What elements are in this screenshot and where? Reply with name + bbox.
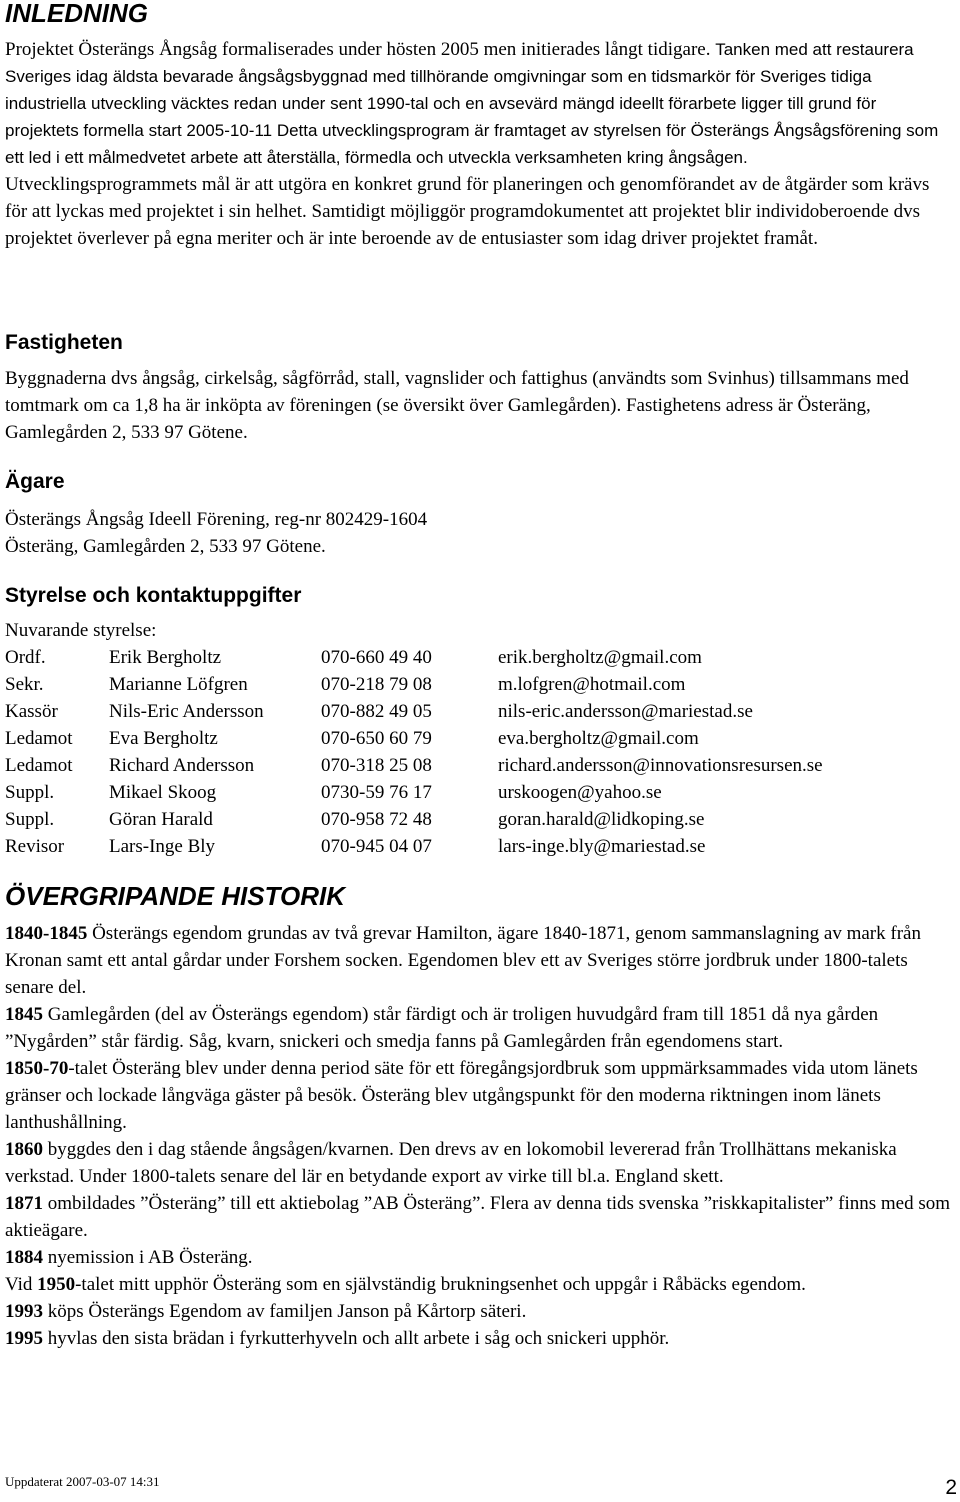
- member-name: Lars-Inge Bly: [109, 836, 216, 857]
- history-year: 1860: [5, 1139, 43, 1160]
- intro-section: [5, 36, 953, 252]
- member-email: erik.bergholtz@gmail.com: [498, 647, 702, 668]
- board-member-row: [5, 779, 823, 806]
- history-year: 1995: [5, 1328, 43, 1349]
- history-entry: [5, 1271, 955, 1298]
- owner-heading: Ägare: [5, 470, 65, 493]
- member-role: Sekr.: [5, 674, 44, 695]
- member-name: Mikael Skoog: [109, 782, 217, 803]
- member-email: lars-inge.bly@mariestad.se: [498, 836, 706, 857]
- history-year: 1950: [37, 1274, 76, 1295]
- history-entry: [5, 1298, 955, 1325]
- history-text: Gamlegården (del av Österängs egendom) står färdigt och är troligen huvudgård fram till 1851 då nya gården ”Nygården” står färdig. Såg, kvarn, snickeri och smedja fanns på Gamlegården från egendomens start.: [5, 1004, 879, 1052]
- board-table: [5, 644, 823, 860]
- member-phone: 070-318 25 08: [321, 755, 432, 776]
- member-role: Revisor: [5, 836, 65, 857]
- history-entry: [5, 1001, 955, 1055]
- member-role: Kassör: [5, 701, 58, 722]
- member-role: Suppl.: [5, 782, 55, 803]
- history-year: 1884: [5, 1247, 43, 1268]
- history-text: ombildades ”Österäng” till ett aktiebolag ”AB Österäng”. Flera av denna tids svenska ”riskkapitalister” finns med som aktieägare.: [5, 1193, 950, 1241]
- member-phone: 070-218 79 08: [321, 674, 432, 695]
- board-heading: Styrelse och kontaktuppgifter: [5, 584, 302, 607]
- board-subtitle: Nuvarande styrelse:: [5, 620, 157, 641]
- member-role: Ledamot: [5, 755, 73, 776]
- history-year: 1840-1845: [5, 923, 88, 944]
- history-list: [5, 920, 955, 1352]
- member-name: Göran Harald: [109, 809, 213, 830]
- member-email: urskoogen@yahoo.se: [498, 782, 662, 803]
- member-phone: 070-660 49 40: [321, 647, 432, 668]
- history-text: Österängs egendom grundas av två grevar Hamilton, ägare 1840-1871, genom sammanslagning av mark från Kronan samt ett antal gårdar under Forshem socken. Egendomen blev ett av Sveriges större jordbruk under 1800-talets senare del.: [5, 923, 921, 998]
- board-member-row: [5, 806, 823, 833]
- intro-heading: INLEDNING: [5, 0, 148, 28]
- history-entry: [5, 1055, 955, 1136]
- history-heading: ÖVERGRIPANDE HISTORIK: [5, 881, 345, 911]
- member-role: Ledamot: [5, 728, 73, 749]
- member-phone: 070-882 49 05: [321, 701, 432, 722]
- intro-sans-text: Tanken med att restaurera Sveriges idag äldsta bevarade ångsågsbyggnad med tillhörande omgivningar som en tidsmarkör för Sveriges tidiga industriella utveckling väcktes redan under sent 1990-tal och en avsevärd mängd ideellt förarbete ligger till grund för projektets formella start 2005-10-11 Detta utvecklingsprogram är framtaget av styrelsen för Österängs Ångsågsförening som ett led i ett målmedvetet arbete att återställa, förmedla och utveckla verksamheten kring ångsågen.: [5, 40, 939, 167]
- board-member-row: [5, 671, 823, 698]
- owner-line1: Österängs Ångsåg Ideell Förening, reg-nr 802429-1604: [5, 509, 428, 530]
- member-name: Erik Bergholtz: [109, 647, 222, 668]
- history-entry: [5, 1325, 955, 1352]
- member-name: Nils-Eric Andersson: [109, 701, 264, 722]
- member-phone: 070-945 04 07: [321, 836, 432, 857]
- footer-updated: Uppdaterat 2007-03-07 14:31: [5, 1474, 160, 1489]
- member-phone: 070-958 72 48: [321, 809, 432, 830]
- history-text: köps Österängs Egendom av familjen Janson på Kårtorp säteri.: [43, 1301, 527, 1322]
- history-text: hyvlas den sista brädan i fyrkutterhyveln och allt arbete i såg och snickeri upphör.: [43, 1328, 670, 1349]
- board-member-row: [5, 752, 823, 779]
- member-phone: 0730-59 76 17: [321, 782, 432, 803]
- board-member-row: [5, 698, 823, 725]
- property-text: Byggnaderna dvs ångsåg, cirkelsåg, sågförråd, stall, vagnslider och fattighus (användts som Svinhus) tillsammans med tomtmark om ca 1,8 ha är inköpta av föreningen (se översikt över Gamlegården). Fastighetens adress är Österäng, Gamlegården 2, 533 97 Götene.: [5, 368, 909, 443]
- intro-paragraph: [5, 36, 953, 171]
- member-email: nils-eric.andersson@mariestad.se: [498, 701, 753, 722]
- member-email: m.lofgren@hotmail.com: [498, 674, 686, 695]
- board-member-row: [5, 644, 823, 671]
- member-name: Marianne Löfgren: [109, 674, 248, 695]
- intro-line1: Projektet Österängs Ångsåg formaliserades under hösten 2005 men initierades långt tidigare.: [5, 39, 711, 60]
- member-name: Eva Bergholtz: [109, 728, 218, 749]
- history-text: nyemission i AB Österäng.: [43, 1247, 253, 1268]
- board-member-row: [5, 725, 823, 752]
- history-year: 1850-70: [5, 1058, 69, 1079]
- member-role: Suppl.: [5, 809, 55, 830]
- history-year: 1993: [5, 1301, 43, 1322]
- member-email: goran.harald@lidkoping.se: [498, 809, 705, 830]
- history-entry: [5, 920, 955, 1001]
- history-entry: [5, 1244, 955, 1271]
- board-member-row: [5, 833, 823, 860]
- member-email: richard.andersson@innovationsresursen.se: [498, 755, 823, 776]
- member-name: Richard Andersson: [109, 755, 255, 776]
- member-email: eva.bergholtz@gmail.com: [498, 728, 699, 749]
- member-role: Ordf.: [5, 647, 46, 668]
- page-number: 2: [945, 1476, 957, 1499]
- intro-goal-text: Utvecklingsprogrammets mål är att utgöra en konkret grund för planeringen och genomförandet av de åtgärder som krävs för att lyckas med projektet i sin helhet. Samtidigt möjliggör programdokumentet att projektet blir individoberoende dvs projektet överlever på egna meriter och är inte beroende av de entusiaster som idag driver projektet framåt.: [5, 174, 930, 249]
- member-phone: 070-650 60 79: [321, 728, 432, 749]
- history-year: 1871: [5, 1193, 43, 1214]
- property-heading: Fastigheten: [5, 331, 123, 354]
- owner-line2: Österäng, Gamlegården 2, 533 97 Götene.: [5, 536, 326, 557]
- history-text: byggdes den i dag stående ångsågen/kvarnen. Den drevs av en lokomobil levererad från Trollhättans mekaniska verkstad. Under 1800-talets senare del lär en betydande export av virke till bl.a. England skett.: [5, 1139, 897, 1187]
- history-text: -talet Österäng blev under denna period säte för ett föregångsjordbruk som uppmärksammades vida utom länets gränser och lockade långväga gäster på besök. Österäng blev utgångspunkt för den moderna riktningen inom länets lanthushållning.: [5, 1058, 918, 1133]
- history-entry: [5, 1136, 955, 1190]
- history-entry: [5, 1190, 955, 1244]
- history-year: 1845: [5, 1004, 43, 1025]
- history-text: -talet mitt upphör Österäng som en självständig brukningsenhet och uppgår i Råbäcks egendom.: [75, 1274, 806, 1295]
- history-entry-prefix: Vid: [5, 1274, 38, 1295]
